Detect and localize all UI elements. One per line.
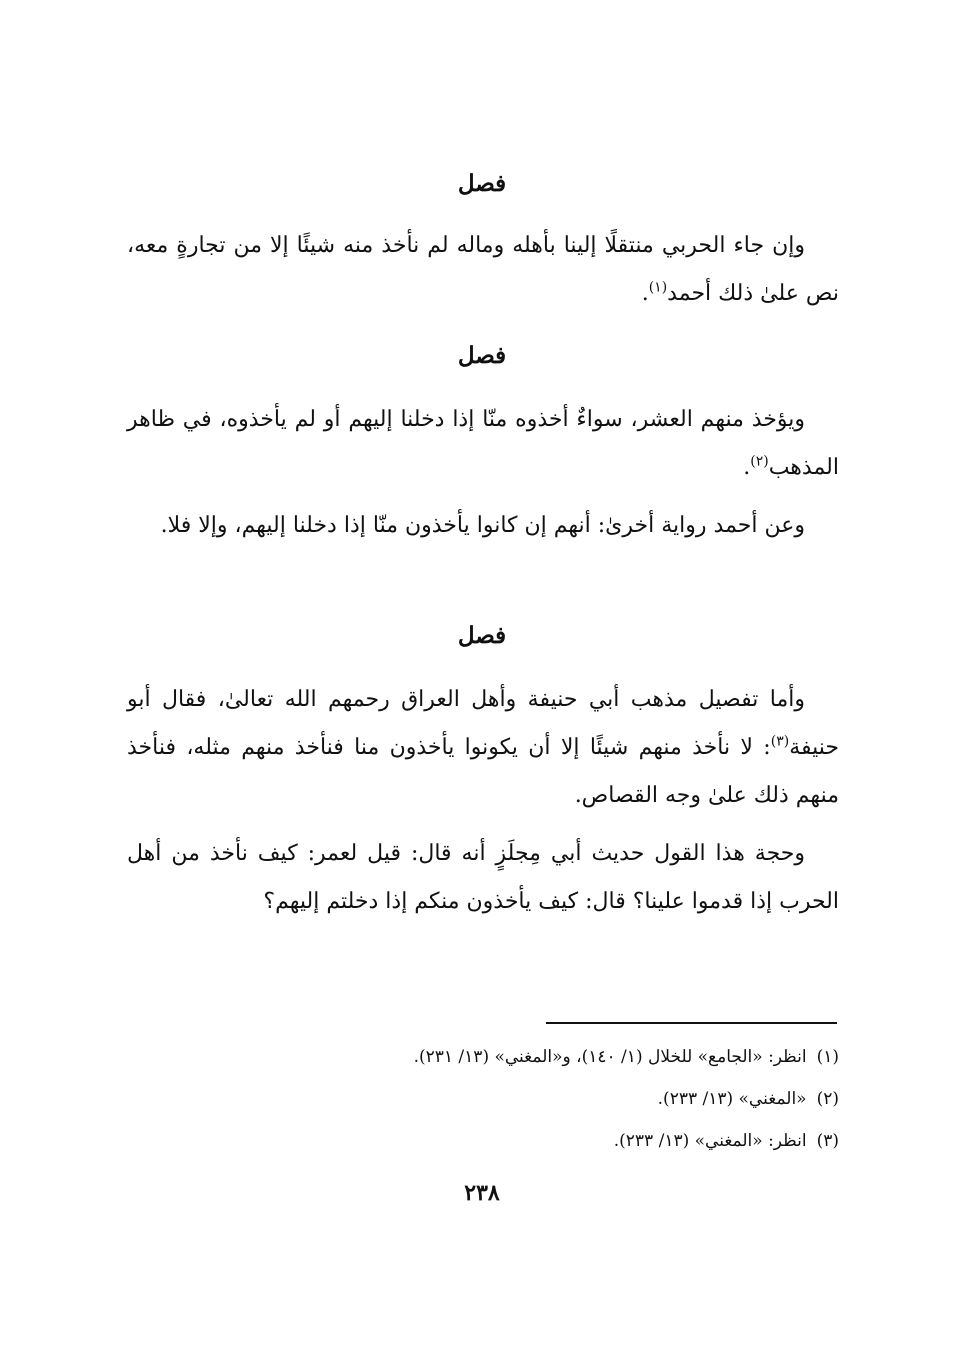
- section-2-body: [127, 396, 839, 550]
- footnote-separator: [546, 1022, 837, 1024]
- paragraph: [127, 676, 839, 820]
- paragraph-tail: : لا نأخذ منهم شيئًا إلا أن يكونوا يأخذون منا فنأخذ منهم مثله، فنأخذ منهم ذلك علىٰ وجه القصاص.: [127, 735, 839, 808]
- footnote-text: «المغني» (١٣/ ٢٣٣).: [657, 1089, 807, 1109]
- section-3-body: [127, 676, 839, 926]
- footnotes: [300, 1036, 839, 1162]
- paragraph-text: وإن جاء الحربي منتقلًا إلينا بأهله وماله لم نأخذ منه شيئًا إلا من تجارةٍ معه، نص علىٰ ذلك أحمد: [127, 233, 839, 306]
- section-heading-3: فصل: [457, 622, 507, 649]
- footnote-text: انظر: «المغني» (١٣/ ٢٣٣).: [613, 1131, 807, 1151]
- footnote-number: (١): [816, 1047, 839, 1067]
- paragraph-text: وعن أحمد رواية أخرىٰ: أنهم إن كانوا يأخذون منّا إذا دخلنا إليهم، وإلا فلا.: [160, 513, 805, 538]
- footnote-item: [300, 1078, 839, 1120]
- paragraph: [127, 396, 839, 492]
- footnote-item: [300, 1120, 839, 1162]
- section-heading-2: فصل: [457, 342, 507, 369]
- paragraph: [127, 222, 839, 318]
- footnote-ref: (١): [648, 279, 668, 296]
- footnote-number: (٢): [816, 1089, 839, 1109]
- paragraph-tail: .: [641, 281, 649, 306]
- page-number: ٢٣٨: [464, 1180, 500, 1206]
- paragraph-tail: .: [743, 455, 751, 480]
- footnote-item: [300, 1036, 839, 1078]
- section-heading-1: فصل: [457, 170, 507, 197]
- paragraph: [127, 830, 839, 926]
- paragraph-text: وأما تفصيل مذهب أبي حنيفة وأهل العراق رحمهم الله تعالىٰ، فقال أبو حنيفة: [127, 687, 839, 760]
- footnote-ref: (٣): [770, 733, 790, 750]
- footnote-text: انظر: «الجامع» للخلال (١/ ١٤٠)، و«المغني» (١٣/ ٢٣١).: [413, 1047, 807, 1067]
- footnote-number: (٣): [816, 1131, 839, 1151]
- paragraph-text: ويؤخذ منهم العشر، سواءٌ أخذوه منّا إذا دخلنا إليهم أو لم يأخذوه، في ظاهر المذهب: [127, 407, 839, 480]
- footnote-ref: (٢): [750, 453, 769, 470]
- paragraph: [127, 502, 839, 550]
- paragraph-text: وحجة هذا القول حديث أبي مِجلَزٍ أنه قال: قيل لعمر: كيف نأخذ من أهل الحرب إذا قدموا علينا؟ قال: كيف يأخذون منكم إذا دخلتم إليهم؟: [127, 841, 839, 914]
- section-1-body: [127, 222, 839, 318]
